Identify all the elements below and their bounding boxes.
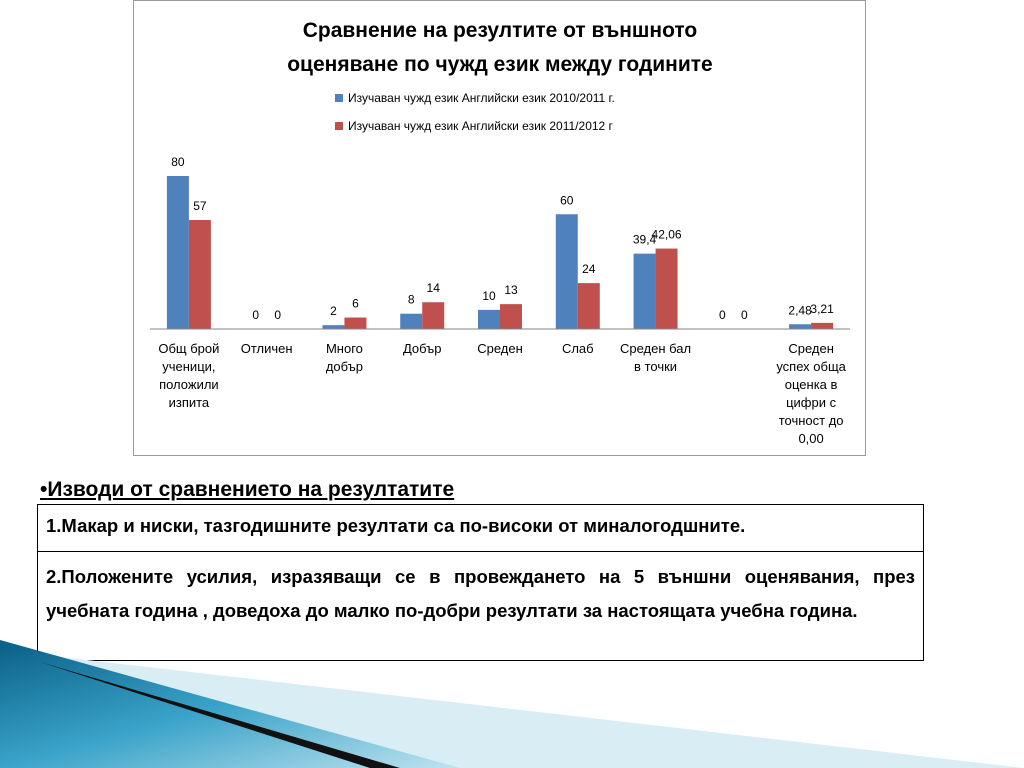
data-label: 8 bbox=[407, 292, 415, 307]
bar bbox=[634, 254, 656, 329]
legend-swatch bbox=[335, 94, 343, 102]
data-label: 2 bbox=[330, 304, 337, 319]
category-label: Много bbox=[325, 341, 363, 356]
data-label: 13 bbox=[504, 283, 518, 298]
category-label: Общ брой bbox=[158, 341, 220, 356]
conclusions-heading bbox=[40, 478, 454, 502]
bar bbox=[167, 176, 189, 329]
bar bbox=[556, 214, 578, 329]
data-label: 6 bbox=[352, 296, 359, 311]
bar-chart bbox=[134, 1, 867, 457]
bar bbox=[400, 314, 422, 329]
data-label: 0 bbox=[740, 308, 748, 322]
bar bbox=[789, 324, 811, 329]
category-label: Среден bbox=[788, 341, 834, 356]
data-label: 3,21 bbox=[810, 301, 834, 316]
category-label: Слаб bbox=[561, 341, 594, 356]
bar bbox=[578, 283, 600, 329]
conclusion-point-2: 2.Положените усилия, изразяващи се в провеждането на 5 външни оценявания, през учебната година , доведоха до малко по-добри резултати за настоящата учебна година. bbox=[46, 566, 915, 621]
data-label: 0 bbox=[718, 308, 726, 322]
conclusions-title: Изводи от сравнението на резултатите bbox=[47, 478, 455, 501]
bar bbox=[189, 220, 211, 329]
data-label: 0 bbox=[252, 308, 260, 322]
data-label: 14 bbox=[426, 281, 440, 296]
category-label: изпита bbox=[168, 395, 210, 410]
category-label: точност до bbox=[778, 413, 844, 428]
category-label: успех обща bbox=[776, 359, 846, 374]
category-label: Среден бал bbox=[619, 341, 692, 356]
data-label: 60 bbox=[560, 193, 574, 208]
category-label: в точки bbox=[634, 359, 678, 374]
chart-frame bbox=[133, 0, 866, 456]
data-label: 39,4 bbox=[632, 232, 657, 247]
category-label: добър bbox=[325, 359, 364, 374]
bar bbox=[322, 325, 344, 329]
corner-decoration bbox=[0, 640, 1024, 768]
data-label: 80 bbox=[171, 155, 185, 169]
data-label: 10 bbox=[482, 288, 496, 303]
category-label: Добър bbox=[402, 341, 442, 356]
conclusion-point-1: 1.Макар и ниски, тазгодишните резултати са по-високи от миналогодшните. bbox=[46, 515, 746, 536]
conclusions-table bbox=[37, 504, 924, 661]
legend-swatch bbox=[335, 122, 343, 130]
bar bbox=[422, 302, 444, 329]
legend-label: Изучаван чужд език Английски език 2011/2012 г bbox=[348, 119, 613, 133]
bar bbox=[478, 310, 500, 329]
category-label: положили bbox=[159, 377, 219, 392]
bar bbox=[500, 304, 522, 329]
chart-title-line: оценяване по чужд език между годините bbox=[287, 53, 713, 76]
bullet: • bbox=[40, 478, 48, 501]
category-label: оценка в bbox=[784, 377, 838, 392]
chart-title-line: Сравнение на резултите от външното bbox=[302, 19, 698, 42]
bar bbox=[656, 249, 678, 329]
data-label: 42,06 bbox=[651, 227, 682, 242]
data-label: 57 bbox=[193, 198, 207, 213]
legend-label: Изучаван чужд език Английски език 2010/2011 г. bbox=[348, 91, 615, 105]
category-label: 0,00 bbox=[798, 431, 824, 446]
data-label: 24 bbox=[582, 262, 596, 277]
data-label: 0 bbox=[274, 308, 282, 322]
bar bbox=[811, 323, 833, 329]
category-label: Отличен bbox=[240, 341, 293, 356]
category-label: ученици, bbox=[162, 359, 216, 374]
category-label: цифри с bbox=[786, 395, 837, 410]
bar bbox=[344, 318, 366, 329]
data-label: 2,48 bbox=[788, 303, 812, 318]
category-label: Среден bbox=[477, 341, 523, 356]
